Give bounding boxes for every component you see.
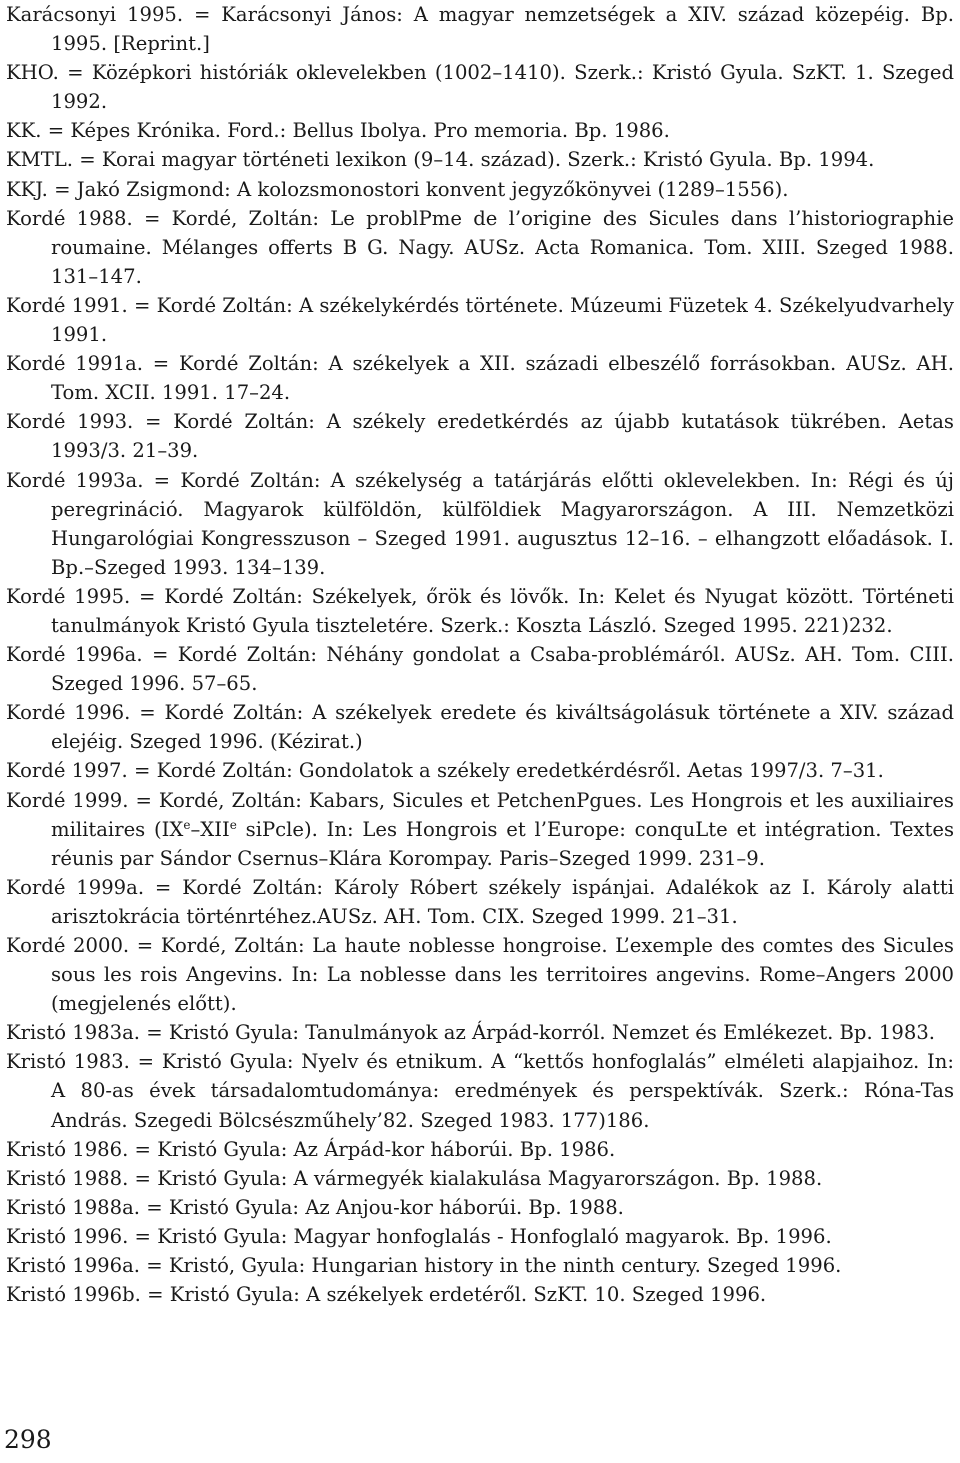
entry-text: Kordé 1999. = Kordé, Zoltán: Kabars, Sicules et PetchenPgues. Les Hongrois et les auxiliaires militaires (IX [6,788,954,841]
entry-text: –XII [190,817,230,841]
superscript: e [183,817,191,832]
bibliography-entry: KK. = Képes Krónika. Ford.: Bellus Ibolya. Pro memoria. Bp. 1986. [6,119,670,143]
superscript: e [229,817,237,832]
entry-text: siPcle). In: Les Hongrois et l’Europe: conquLte et intégration. Textes réunis par Sándor Csernus–Klára Korompay. Paris–Szeged 1999. 231–9. [51,817,955,870]
bibliography-entry: Kordé 1993a. = Kordé Zoltán: A székelység a tatárjárás előtti oklevelekben. In: Régi és új peregrináció. Magyarok külföldön, külföldiek Magyarországon. A III. Nemzetközi Hungarológiai Kongresszuson – Szeged 1991. augusztus 12–16. – elhangzott előadások. I. Bp.–Szeged 1993. 134–139. [6,468,954,579]
bibliography-page [6,0,954,1309]
bibliography-entry: Kordé 1995. = Kordé Zoltán: Székelyek, őrök és lövők. In: Kelet és Nyugat között. Történeti tanulmányok Kristó Gyula tiszteletére. Szerk.: Koszta László. Szeged 1995. 221)232. [6,584,954,637]
bibliography-entry: Kordé 1996a. = Kordé Zoltán: Néhány gondolat a Csaba-problémáról. AUSz. AH. Tom. CIII. Szeged 1996. 57–65. [6,643,954,696]
bibliography-entry: KKJ. = Jakó Zsigmond: A kolozsmonostori konvent jegyzőkönyvei (1289–1556). [6,177,789,201]
bibliography-entry: Kristó 1988a. = Kristó Gyula: Az Anjou-kor háborúi. Bp. 1988. [6,1195,624,1219]
page-number: 298 [4,1425,52,1454]
bibliography-entry: Kristó 1983a. = Kristó Gyula: Tanulmányok az Árpád-korról. Nemzet és Emlékezet. Bp. 1983. [6,1021,936,1045]
bibliography-entry: Kordé 2000. = Kordé, Zoltán: La haute noblesse hongroise. L’exemple des comtes des Sicules sous les rois Angevins. In: La noblesse dans les territoires angevins. Rome–Angers 2000 (megjelenés előtt). [6,934,954,1016]
bibliography-entry: Kordé 1996. = Kordé Zoltán: A székelyek eredete és kiváltságolásuk története a XIV. század elejéig. Szeged 1996. (Kézirat.) [6,701,954,754]
bibliography-entry: Kordé 1991a. = Kordé Zoltán: A székelyek a XII. századi elbeszélő forrásokban. AUSz. AH. Tom. XCII. 1991. 17–24. [6,352,954,405]
bibliography-entry: Karácsonyi 1995. = Karácsonyi János: A magyar nemzetségek a XIV. század közepéig. Bp. 1995. [Reprint.] [6,3,954,56]
bibliography-entry: Kordé 1997. = Kordé Zoltán: Gondolatok a székely eredetkérdésről. Aetas 1997/3. 7–31. [6,759,884,783]
bibliography-entry: Kristó 1986. = Kristó Gyula: Az Árpád-kor háborúi. Bp. 1986. [6,1137,616,1161]
bibliography-entry: Kordé 1988. = Kordé, Zoltán: Le problPme de l’origine des Sicules dans l’historiographie roumaine. Mélanges offerts B G. Nagy. AUSz. Acta Romanica. Tom. XIII. Szeged 1988. 131–147. [6,206,954,288]
bibliography-entry: KHO. = Középkori históriák oklevelekben (1002–1410). Szerk.: Kristó Gyula. SzKT. 1. Szeged 1992. [6,61,954,114]
bibliography-entry: Kristó 1996. = Kristó Gyula: Magyar honfoglalás - Honfoglaló magyarok. Bp. 1996. [6,1224,832,1248]
bibliography-entry: Kristó 1996b. = Kristó Gyula: A székelyek erdetéről. SzKT. 10. Szeged 1996. [6,1283,767,1307]
bibliography-entry: Kordé 1993. = Kordé Zoltán: A székely eredetkérdés az újabb kutatások tükrében. Aetas 1993/3. 21–39. [6,410,954,463]
bibliography-entry-korde-1999 [6,786,954,873]
bibliography-entry: Kristó 1983. = Kristó Gyula: Nyelv és etnikum. A “kettős honfoglalás” elméleti alapjaihoz. In: A 80-as évek társadalomtudománya: eredmények és perspektívák. Szerk.: Róna-Tas András. Szegedi Bölcsészműhely’82. Szeged 1983. 177)186. [6,1050,954,1132]
bibliography-entry: Kordé 1999a. = Kordé Zoltán: Károly Róbert székely ispánjai. Adalékok az I. Károly alatti arisztokrácia történrtéhez.AUSz. AH. Tom. CIX. Szeged 1999. 21–31. [6,875,954,928]
bibliography-entry: KMTL. = Korai magyar történeti lexikon (9–14. század). Szerk.: Kristó Gyula. Bp. 1994. [6,148,875,172]
bibliography-entry: Kordé 1991. = Kordé Zoltán: A székelykérdés története. Múzeumi Füzetek 4. Székelyudvarhely 1991. [6,293,954,347]
bibliography-entry: Kristó 1996a. = Kristó, Gyula: Hungarian history in the ninth century. Szeged 1996. [6,1254,842,1278]
bibliography-entry: Kristó 1988. = Kristó Gyula: A vármegyék kialakulása Magyarországon. Bp. 1988. [6,1166,823,1190]
